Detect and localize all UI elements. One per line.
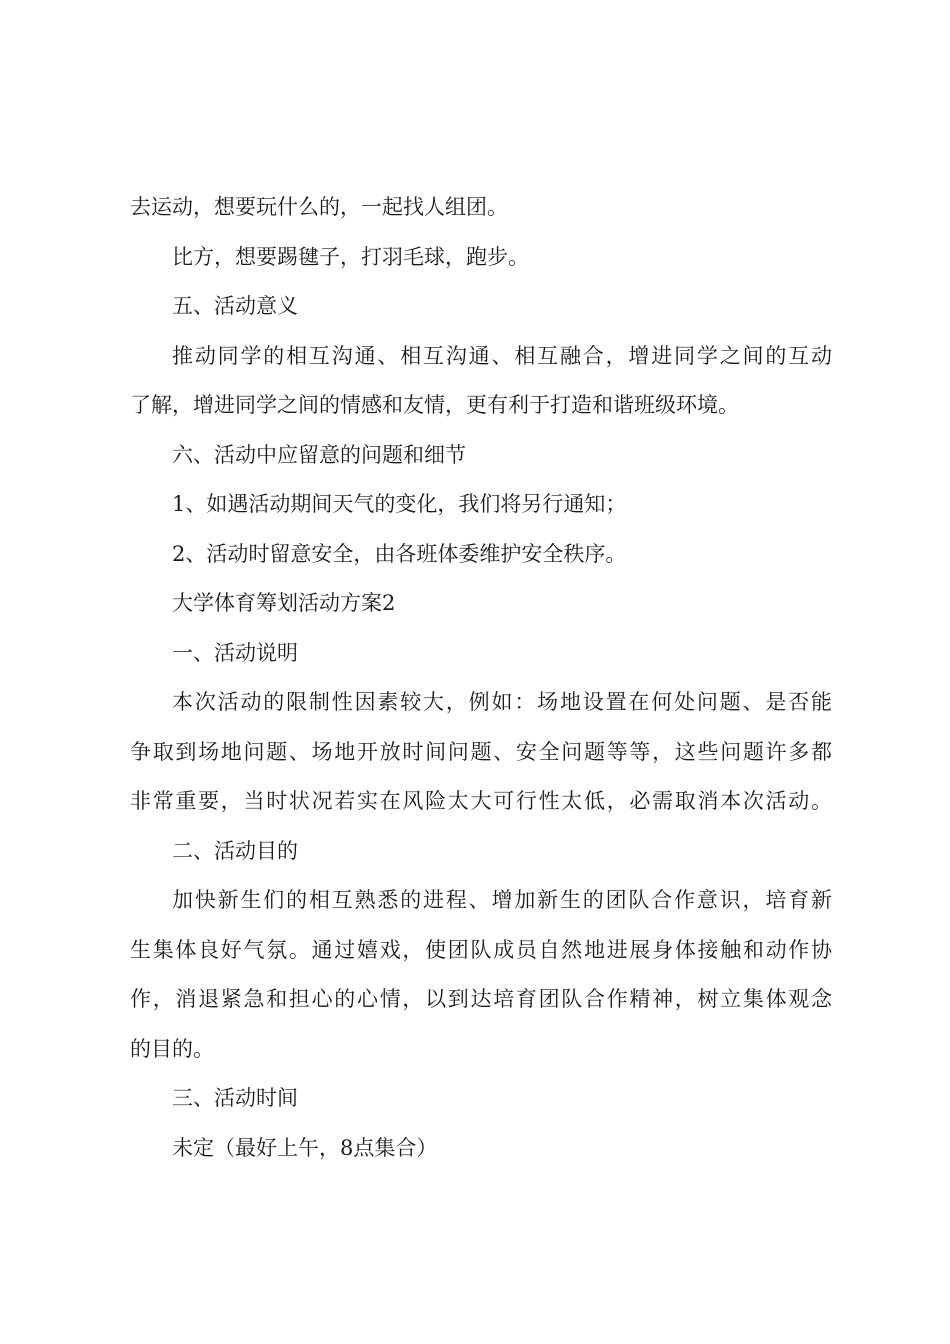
section-heading: 六、活动中应留意的问题和细节 — [172, 442, 466, 467]
paragraph-line: 作，消退紧急和担心的心情，以到达培育团队合作精神，树立集体观念 — [130, 987, 832, 1011]
paragraph-line: 推动同学的相互沟通、相互沟通、相互融合，增进同学之间的互动 — [172, 343, 832, 368]
list-item: 1、如遇活动期间天气的变化，我们将另行通知； — [172, 492, 627, 516]
document-subtitle: 大学体育筹划活动方案2 — [172, 591, 396, 615]
paragraph-line: 未定（最好上午，8点集合） — [172, 1135, 438, 1160]
paragraph-line: 了解，增进同学之间的情感和友情，更有利于打造和谐班级环境。 — [130, 393, 739, 417]
paragraph-line: 比方，想要踢毽子，打羽毛球，跑步。 — [172, 244, 529, 269]
paragraph-line: 本次活动的限制性因素较大，例如：场地设置在何处问题、是否能 — [172, 690, 832, 714]
paragraph-line: 非常重要，当时状况若实在风险太大可行性太低，必需取消本次活动。 — [130, 789, 832, 813]
paragraph-line: 加快新生们的相互熟悉的进程、增加新生的团队合作意识，培育新 — [172, 888, 832, 912]
document-body — [130, 183, 832, 1173]
paragraph-line: 生集体良好气氛。通过嬉戏，使团队成员自然地进展身体接触和动作协 — [130, 937, 832, 962]
section-heading: 一、活动说明 — [172, 640, 298, 665]
section-heading: 五、活动意义 — [172, 294, 298, 318]
paragraph-line: 的目的。 — [130, 1036, 214, 1061]
section-heading: 二、活动目的 — [172, 838, 298, 863]
paragraph-line: 去运动，想要玩什么的，一起找人组团。 — [130, 195, 508, 219]
section-heading: 三、活动时间 — [172, 1086, 298, 1110]
paragraph-line: 争取到场地问题、场地开放时间问题、安全问题等等，这些问题许多都 — [130, 739, 832, 764]
list-item: 2、活动时留意安全，由各班体委维护安全秩序。 — [172, 541, 627, 566]
